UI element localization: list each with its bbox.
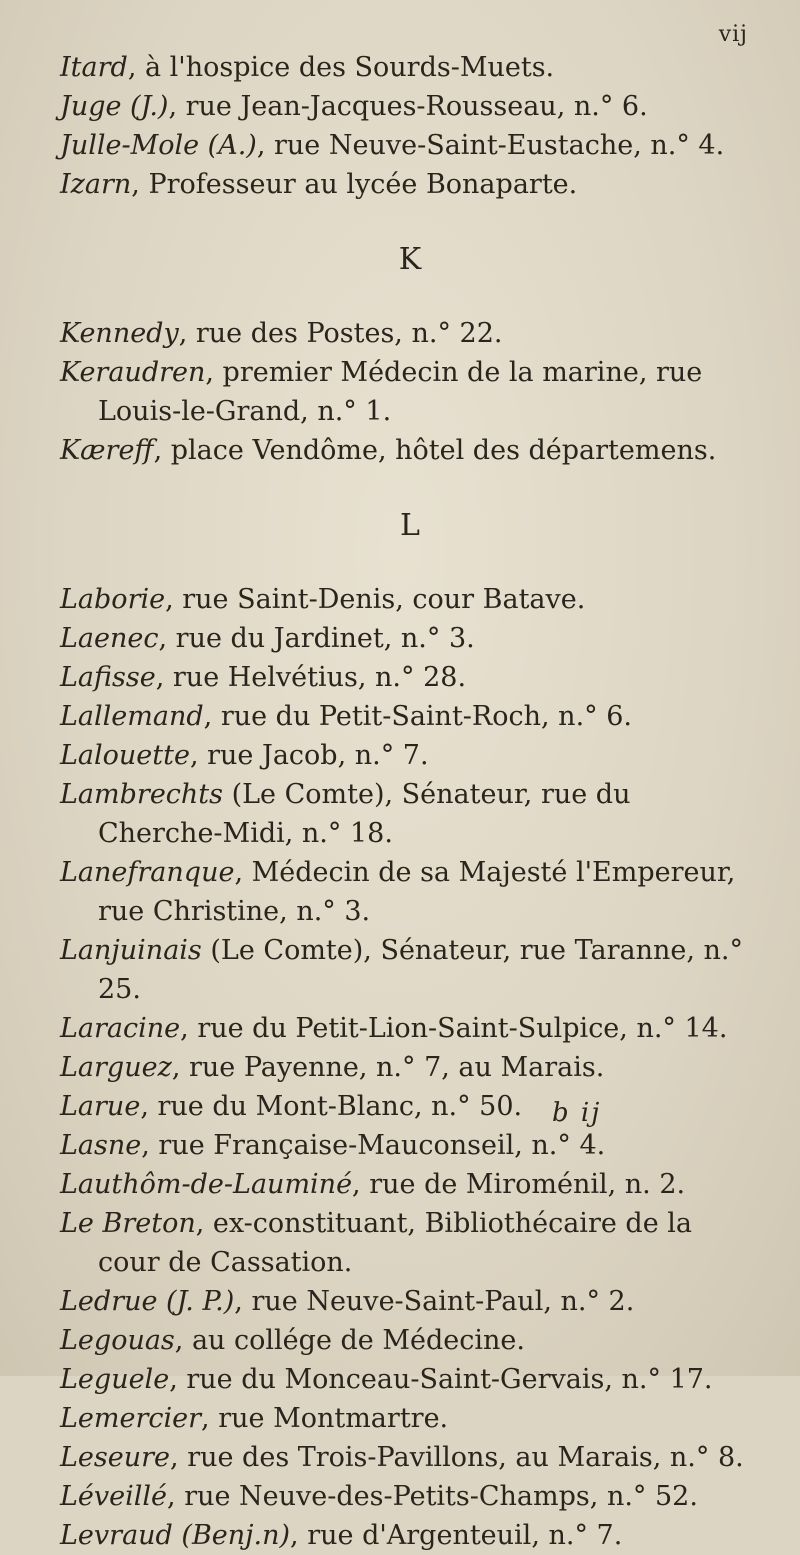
list-item (60, 736, 760, 775)
entry-address: , rue Payenne, n.° 7, au Marais. (171, 1052, 605, 1083)
entry-name: Ledrue (J. P.) (60, 1286, 235, 1317)
entry-address: , rue du Petit-Saint-Roch, n.° 6. (203, 701, 632, 732)
entry-name: Legouas (60, 1325, 175, 1356)
list-item (60, 931, 760, 1009)
entry-name: Laracine (60, 1013, 181, 1044)
entry-address: , rue d'Argenteuil, n.° 7. (290, 1520, 623, 1551)
list-item (60, 1282, 760, 1321)
entry-address: , rue Saint-Denis, cour Batave. (165, 584, 586, 615)
entry-address: , rue du Jardinet, n.° 3. (158, 623, 475, 654)
entry-address: , rue Neuve-des-Petits-Champs, n.° 52. (167, 1481, 698, 1512)
entry-name: Lalouette (60, 740, 190, 771)
entry-address: , à l'hospice des Sourds-Muets. (127, 52, 555, 83)
entry-name: Laborie (60, 584, 166, 615)
entry-address: (Le Comte), Sénateur, rue du Cherche-Midi, n.° 18. (98, 779, 631, 849)
list-item (60, 165, 760, 204)
list-item (60, 619, 760, 658)
entry-address: , rue de Miroménil, n. 2. (352, 1169, 686, 1200)
entry-name: Kennedy (60, 318, 179, 349)
list-item (60, 431, 760, 470)
entry-name: Julle-Mole (A.) (60, 130, 257, 161)
list-item (60, 126, 760, 165)
list-item (60, 1126, 760, 1165)
entry-address: , rue des Trois-Pavillons, au Marais, n.° 8. (170, 1442, 744, 1473)
list-item (60, 658, 760, 697)
entry-name: Izarn (60, 169, 132, 200)
entry-name: Lanefranque (60, 857, 235, 888)
list-item (60, 1048, 760, 1087)
list-item (60, 1477, 760, 1516)
list-item (60, 314, 760, 353)
entry-name: Lauthôm-de-Lauminé (60, 1169, 353, 1200)
entry-name: Lasne (60, 1130, 142, 1161)
entry-address: , au collége de Médecine. (174, 1325, 525, 1356)
list-item (60, 775, 760, 853)
entry-address: , rue du Petit-Lion-Saint-Sulpice, n.° 14. (180, 1013, 728, 1044)
entry-name: Lallemand (60, 701, 204, 732)
entry-address: (Le Comte), Sénateur, rue Taranne, n.° 25. (98, 935, 743, 1005)
list-item (60, 1204, 760, 1282)
entry-address: , rue Jean-Jacques-Rousseau, n.° 6. (168, 91, 648, 122)
entry-address: , rue du Mont-Blanc, n.° 50. (140, 1091, 523, 1122)
list-item (60, 853, 760, 931)
entry-address: , Professeur au lycée Bonaparte. (131, 169, 578, 200)
entry-name: Lambrechts (60, 779, 224, 810)
entry-name: Larue (60, 1091, 141, 1122)
list-item (60, 1399, 760, 1438)
signature-mark: b ij (552, 1098, 602, 1128)
list-item (60, 1165, 760, 1204)
list-item (60, 1516, 760, 1555)
entry-name: Leguele (60, 1364, 170, 1395)
list-item (60, 1321, 760, 1360)
page-number: vij (718, 22, 748, 47)
entry-name: Lafisse (60, 662, 156, 693)
entry-address: , rue Neuve-Saint-Eustache, n.° 4. (256, 130, 725, 161)
entry-name: Levraud (Benj.n) (60, 1520, 291, 1551)
entry-address: , rue Helvétius, n.° 28. (155, 662, 467, 693)
entry-address: , ex-constituant, Bibliothécaire de la cour de Cassation. (98, 1208, 692, 1278)
entry-name: Itard (60, 52, 128, 83)
list-item (60, 1009, 760, 1048)
entry-name: Leseure (60, 1442, 171, 1473)
entry-address: , place Vendôme, hôtel des départemens. (153, 435, 717, 466)
entry-name: Keraudren (60, 357, 206, 388)
section-letter: K (398, 242, 422, 277)
entry-name: Laenec (60, 623, 159, 654)
entry-address: , rue du Monceau-Saint-Gervais, n.° 17. (169, 1364, 713, 1395)
entry-address: , rue des Postes, n.° 22. (178, 318, 503, 349)
section-letter: L (400, 508, 420, 543)
entry-address: , rue Neuve-Saint-Paul, n.° 2. (234, 1286, 635, 1317)
list-item (60, 48, 760, 87)
list-item (60, 87, 760, 126)
entry-address: , rue Française-Mauconseil, n.° 4. (141, 1130, 606, 1161)
directory-list (60, 48, 760, 1555)
entry-address: , rue Montmartre. (201, 1403, 449, 1434)
entry-name: Léveillé (60, 1481, 168, 1512)
entry-name: Juge (J.) (60, 91, 169, 122)
entry-address: , Médecin de sa Majesté l'Empereur, rue Christine, n.° 3. (98, 857, 736, 927)
entry-name: Larguez (60, 1052, 172, 1083)
entry-name: Lanjuinais (60, 935, 202, 966)
list-item (60, 1438, 760, 1477)
entry-name: Kæreff (60, 435, 154, 466)
list-item (60, 580, 760, 619)
list-item (60, 1360, 760, 1399)
list-item (60, 353, 760, 431)
list-item (60, 697, 760, 736)
entry-address: , rue Jacob, n.° 7. (189, 740, 429, 771)
entry-name: Le Breton (60, 1208, 196, 1239)
list-item (60, 1087, 760, 1126)
entry-address: , premier Médecin de la marine, rue Louis-le-Grand, n.° 1. (98, 357, 703, 427)
entry-name: Lemercier (60, 1403, 202, 1434)
